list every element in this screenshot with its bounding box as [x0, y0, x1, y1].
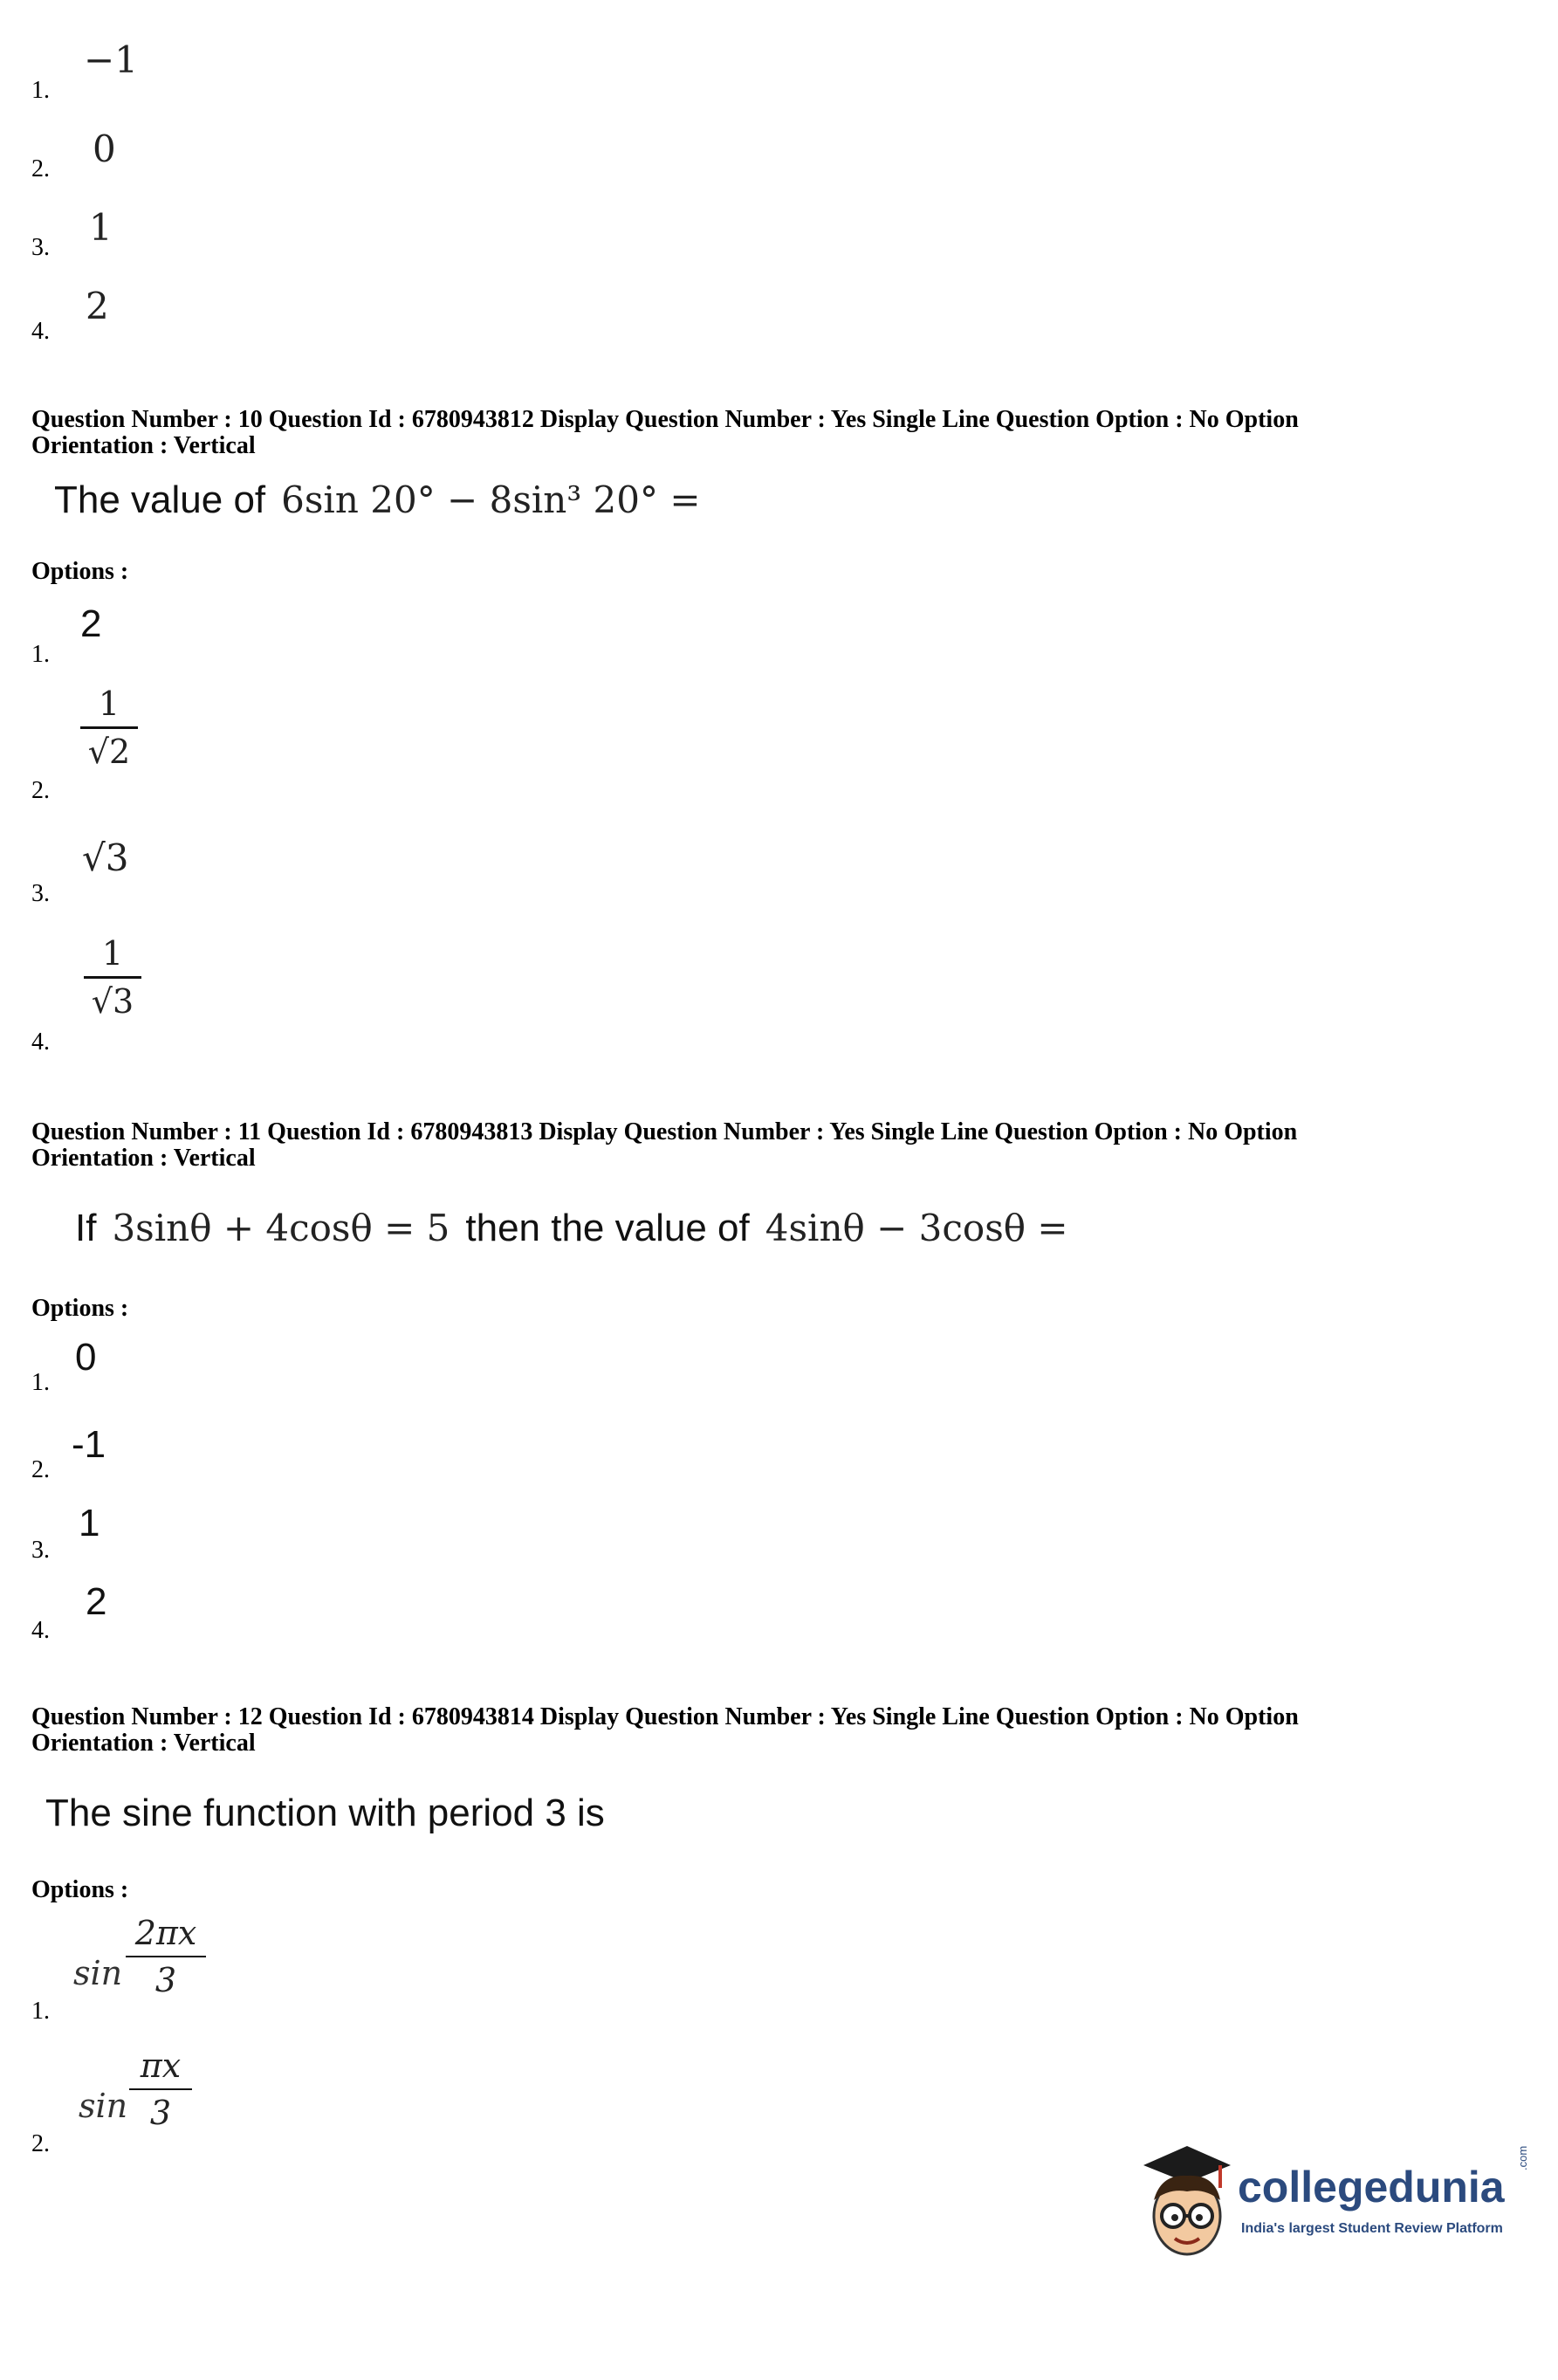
question-middle: then the value of	[465, 1207, 750, 1249]
option-number: 2.	[31, 1456, 50, 1483]
fraction-bar	[126, 1956, 206, 1957]
fraction-numerator: πx	[140, 2046, 182, 2085]
question-meta-line1: Question Number : 11 Question Id : 6780943813 Display Question Number : Yes Single Line Question Option : No Option	[31, 1118, 1298, 1145]
option-number: 2.	[31, 777, 50, 804]
fraction	[84, 934, 141, 1021]
fraction-denominator: 3	[154, 1961, 177, 1999]
option-value: -1	[72, 1423, 106, 1466]
options-label: Options :	[31, 1876, 129, 1903]
logo-tagline: India's largest Student Review Platform	[1241, 2221, 1503, 2236]
question-expression: 6sin 20° − 8sin³ 20° =	[281, 478, 701, 521]
option-number: 1.	[31, 641, 50, 668]
option-value: 1	[89, 206, 113, 249]
question-meta-line2: Orientation : Vertical	[31, 432, 256, 459]
option-value: √3	[82, 836, 129, 879]
option-number: 1.	[31, 77, 50, 104]
question-meta-line1: Question Number : 12 Question Id : 6780943814 Display Question Number : Yes Single Line Question Option : No Option	[31, 1703, 1299, 1730]
sine-fn: sin	[79, 2087, 128, 2125]
option-value: 2	[80, 602, 102, 645]
options-label: Options :	[31, 558, 129, 585]
option-number: 4.	[31, 318, 50, 345]
logo-name: collegedunia	[1238, 2163, 1505, 2211]
option-value: 1	[79, 1502, 100, 1544]
question-text	[75, 1207, 1068, 1250]
fraction-numerator: 1	[98, 684, 120, 723]
logo-wordmark	[1238, 2162, 1505, 2212]
question-if: If	[75, 1207, 97, 1249]
question-text	[54, 478, 701, 522]
fraction-numerator: 1	[101, 934, 124, 973]
fraction-denominator: √2	[87, 733, 131, 771]
question-expression-2: 4sinθ − 3cosθ =	[765, 1207, 1068, 1249]
fraction-bar	[80, 726, 138, 729]
option-number: 3.	[31, 880, 50, 907]
logo-suffix: .com	[1516, 2145, 1529, 2170]
fraction	[129, 2046, 192, 2132]
option-value: 0	[93, 127, 116, 170]
fraction	[80, 684, 138, 771]
fraction-denominator: √3	[91, 982, 134, 1021]
fraction-numerator: 2πx	[134, 1914, 197, 1952]
option-number: 2.	[31, 155, 50, 182]
option-value: 2	[86, 1580, 107, 1623]
collegedunia-logo	[1135, 2130, 1545, 2270]
question-meta-line1: Question Number : 10 Question Id : 6780943812 Display Question Number : Yes Single Line Question Option : No Option	[31, 406, 1299, 433]
option-value: 2	[86, 285, 109, 327]
fraction-bar	[84, 976, 141, 979]
fraction	[126, 1914, 206, 1999]
option-number: 4.	[31, 1028, 50, 1056]
mascot-icon	[1135, 2130, 1239, 2270]
fraction-bar	[129, 2088, 192, 2090]
fraction-denominator: 3	[149, 2094, 172, 2132]
option-number: 1.	[31, 1369, 50, 1396]
question-text: The sine function with period 3 is	[45, 1792, 605, 1834]
question-expression-1: 3sinθ + 4cosθ = 5	[112, 1207, 450, 1249]
question-prefix: The value of	[54, 478, 266, 521]
option-value: 0	[75, 1336, 97, 1379]
options-label: Options :	[31, 1295, 129, 1322]
option-number: 3.	[31, 1537, 50, 1564]
option-number: 2.	[31, 2130, 50, 2157]
question-meta-line2: Orientation : Vertical	[31, 1145, 256, 1172]
option-number: 3.	[31, 234, 50, 261]
option-value: −1	[84, 38, 138, 81]
option-number: 1.	[31, 1998, 50, 2025]
sine-fn: sin	[73, 1954, 123, 1992]
question-meta-line2: Orientation : Vertical	[31, 1730, 256, 1757]
option-number: 4.	[31, 1617, 50, 1644]
